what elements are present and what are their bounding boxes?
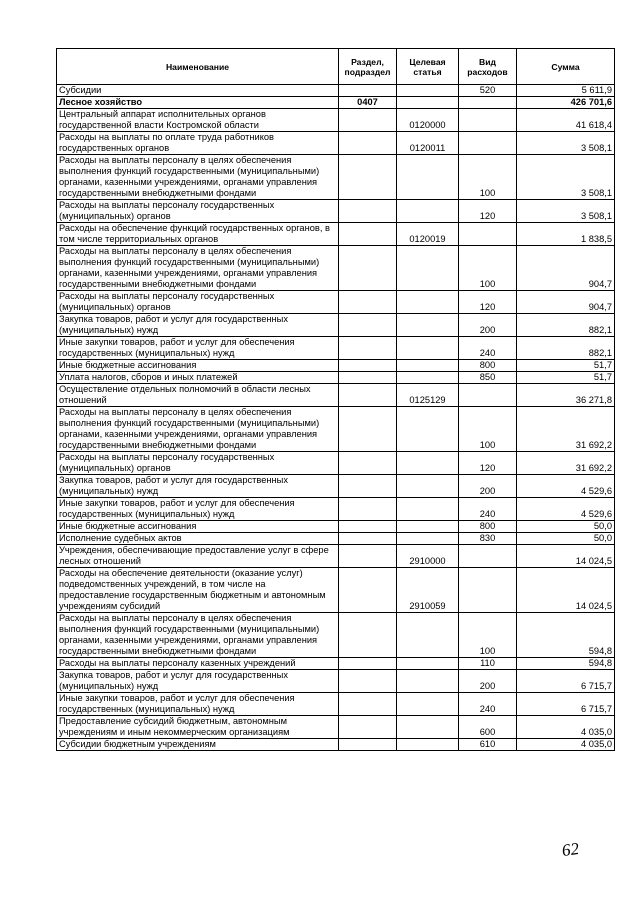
cell-target bbox=[397, 407, 459, 452]
cell-amount: 50,0 bbox=[517, 533, 615, 545]
cell-name: Иные закупки товаров, работ и услуг для обеспечения государственных (муниципальных) нужд bbox=[57, 693, 339, 716]
cell-amount: 41 618,4 bbox=[517, 109, 615, 132]
cell-amount: 594,8 bbox=[517, 613, 615, 658]
cell-kind bbox=[459, 568, 517, 613]
table-row bbox=[57, 693, 615, 716]
cell-target bbox=[397, 475, 459, 498]
cell-name: Лесное хозяйство bbox=[57, 97, 339, 109]
cell-target bbox=[397, 246, 459, 291]
cell-amount: 3 508,1 bbox=[517, 132, 615, 155]
cell-name: Уплата налогов, сборов и иных платежей bbox=[57, 372, 339, 384]
cell-name: Субсидии bbox=[57, 85, 339, 97]
cell-name: Учреждения, обеспечивающие предоставление услуг в сфере лесных отношений bbox=[57, 545, 339, 568]
cell-section bbox=[339, 337, 397, 360]
cell-kind: 100 bbox=[459, 613, 517, 658]
cell-target bbox=[397, 314, 459, 337]
cell-kind: 240 bbox=[459, 498, 517, 521]
cell-section bbox=[339, 132, 397, 155]
table-row bbox=[57, 568, 615, 613]
cell-name: Расходы на выплаты персоналу государственных (муниципальных) органов bbox=[57, 452, 339, 475]
cell-kind: 110 bbox=[459, 658, 517, 670]
cell-target bbox=[397, 693, 459, 716]
header-row bbox=[57, 49, 615, 85]
page-number: 62 bbox=[560, 838, 581, 861]
table-row bbox=[57, 314, 615, 337]
cell-kind: 610 bbox=[459, 739, 517, 751]
cell-section bbox=[339, 498, 397, 521]
cell-section bbox=[339, 716, 397, 739]
cell-target bbox=[397, 372, 459, 384]
cell-section bbox=[339, 200, 397, 223]
cell-name: Предоставление субсидий бюджетным, автономным учреждениям и иным некоммерческим организациям bbox=[57, 716, 339, 739]
cell-target bbox=[397, 97, 459, 109]
cell-section bbox=[339, 314, 397, 337]
cell-amount: 1 838,5 bbox=[517, 223, 615, 246]
cell-name: Расходы на выплаты персоналу в целях обеспечения выполнения функций государственными (муниципальными) органами, казенными учреждениями, органами управления государственными внебюджетными фондами bbox=[57, 246, 339, 291]
cell-kind bbox=[459, 384, 517, 407]
header-amount: Сумма bbox=[517, 49, 615, 85]
cell-name: Закупка товаров, работ и услуг для государственных (муниципальных) нужд bbox=[57, 314, 339, 337]
cell-target: 0125129 bbox=[397, 384, 459, 407]
cell-kind: 850 bbox=[459, 372, 517, 384]
cell-section bbox=[339, 739, 397, 751]
cell-kind: 600 bbox=[459, 716, 517, 739]
cell-kind: 800 bbox=[459, 521, 517, 533]
cell-kind: 100 bbox=[459, 407, 517, 452]
cell-name: Иные закупки товаров, работ и услуг для обеспечения государственных (муниципальных) нужд bbox=[57, 337, 339, 360]
cell-kind: 120 bbox=[459, 452, 517, 475]
cell-amount: 14 024,5 bbox=[517, 545, 615, 568]
cell-amount: 4 529,6 bbox=[517, 498, 615, 521]
cell-target: 0120000 bbox=[397, 109, 459, 132]
cell-section bbox=[339, 533, 397, 545]
cell-name: Расходы на выплаты персоналу в целях обеспечения выполнения функций государственными (муниципальными) органами, казенными учреждениями, органами управления государственными внебюджетными фондами bbox=[57, 613, 339, 658]
cell-section bbox=[339, 521, 397, 533]
cell-kind bbox=[459, 97, 517, 109]
cell-target bbox=[397, 200, 459, 223]
cell-target bbox=[397, 716, 459, 739]
cell-target bbox=[397, 533, 459, 545]
table-row bbox=[57, 97, 615, 109]
table-row bbox=[57, 670, 615, 693]
table-row bbox=[57, 658, 615, 670]
cell-kind: 100 bbox=[459, 155, 517, 200]
cell-name: Иные бюджетные ассигнования bbox=[57, 360, 339, 372]
table-row bbox=[57, 716, 615, 739]
header-name: Наименование bbox=[57, 49, 339, 85]
table-row bbox=[57, 360, 615, 372]
cell-section bbox=[339, 85, 397, 97]
cell-target bbox=[397, 360, 459, 372]
cell-name: Закупка товаров, работ и услуг для государственных (муниципальных) нужд bbox=[57, 670, 339, 693]
budget-table bbox=[56, 48, 615, 751]
cell-amount: 882,1 bbox=[517, 337, 615, 360]
cell-amount: 3 508,1 bbox=[517, 200, 615, 223]
cell-section bbox=[339, 568, 397, 613]
cell-amount: 4 035,0 bbox=[517, 716, 615, 739]
cell-amount: 882,1 bbox=[517, 314, 615, 337]
cell-name: Расходы на обеспечение деятельности (оказание услуг) подведомственных учреждений, в том числе на предоставление государственным бюджетным и автономным учреждениям субсидий bbox=[57, 568, 339, 613]
cell-kind bbox=[459, 109, 517, 132]
table-row bbox=[57, 155, 615, 200]
cell-name: Расходы на выплаты персоналу государственных (муниципальных) органов bbox=[57, 200, 339, 223]
cell-kind: 800 bbox=[459, 360, 517, 372]
cell-target bbox=[397, 155, 459, 200]
cell-target bbox=[397, 498, 459, 521]
cell-amount: 426 701,6 bbox=[517, 97, 615, 109]
cell-target bbox=[397, 670, 459, 693]
cell-name: Расходы на выплаты персоналу государственных (муниципальных) органов bbox=[57, 291, 339, 314]
table-row bbox=[57, 613, 615, 658]
table-row bbox=[57, 246, 615, 291]
cell-amount: 31 692,2 bbox=[517, 407, 615, 452]
table-row bbox=[57, 132, 615, 155]
table-row bbox=[57, 337, 615, 360]
cell-amount: 4 035,0 bbox=[517, 739, 615, 751]
cell-amount: 51,7 bbox=[517, 372, 615, 384]
cell-name: Расходы на выплаты персоналу в целях обеспечения выполнения функций государственными (муниципальными) органами, казенными учреждениями, органами управления государственными внебюджетными фондами bbox=[57, 407, 339, 452]
cell-kind: 120 bbox=[459, 291, 517, 314]
table-row bbox=[57, 533, 615, 545]
cell-amount: 5 611,9 bbox=[517, 85, 615, 97]
cell-kind: 120 bbox=[459, 200, 517, 223]
cell-kind: 200 bbox=[459, 670, 517, 693]
cell-section bbox=[339, 693, 397, 716]
cell-kind bbox=[459, 545, 517, 568]
header-kind: Вид расходов bbox=[459, 49, 517, 85]
cell-name: Закупка товаров, работ и услуг для государственных (муниципальных) нужд bbox=[57, 475, 339, 498]
cell-name: Расходы на выплаты по оплате труда работников государственных органов bbox=[57, 132, 339, 155]
cell-target bbox=[397, 613, 459, 658]
cell-section bbox=[339, 407, 397, 452]
cell-section bbox=[339, 246, 397, 291]
table-row bbox=[57, 372, 615, 384]
cell-kind: 520 bbox=[459, 85, 517, 97]
cell-amount: 36 271,8 bbox=[517, 384, 615, 407]
cell-amount: 31 692,2 bbox=[517, 452, 615, 475]
cell-amount: 4 529,6 bbox=[517, 475, 615, 498]
cell-amount: 594,8 bbox=[517, 658, 615, 670]
cell-kind bbox=[459, 132, 517, 155]
cell-section bbox=[339, 475, 397, 498]
table-row bbox=[57, 85, 615, 97]
cell-amount: 51,7 bbox=[517, 360, 615, 372]
table-row bbox=[57, 475, 615, 498]
cell-section: 0407 bbox=[339, 97, 397, 109]
table-row bbox=[57, 545, 615, 568]
cell-section bbox=[339, 452, 397, 475]
table-row bbox=[57, 200, 615, 223]
cell-target bbox=[397, 452, 459, 475]
cell-name: Субсидии бюджетным учреждениям bbox=[57, 739, 339, 751]
cell-target bbox=[397, 739, 459, 751]
cell-kind: 240 bbox=[459, 337, 517, 360]
cell-target bbox=[397, 337, 459, 360]
table-row bbox=[57, 109, 615, 132]
table-row bbox=[57, 739, 615, 751]
cell-kind: 200 bbox=[459, 475, 517, 498]
cell-name: Расходы на выплаты персоналу казенных учреждений bbox=[57, 658, 339, 670]
table-row bbox=[57, 521, 615, 533]
cell-section bbox=[339, 223, 397, 246]
cell-section bbox=[339, 545, 397, 568]
cell-target: 0120019 bbox=[397, 223, 459, 246]
cell-amount: 6 715,7 bbox=[517, 693, 615, 716]
cell-target: 2910000 bbox=[397, 545, 459, 568]
cell-target bbox=[397, 85, 459, 97]
cell-section bbox=[339, 670, 397, 693]
table-row bbox=[57, 291, 615, 314]
cell-target bbox=[397, 658, 459, 670]
cell-name: Иные бюджетные ассигнования bbox=[57, 521, 339, 533]
cell-kind bbox=[459, 223, 517, 246]
cell-amount: 14 024,5 bbox=[517, 568, 615, 613]
cell-name: Расходы на обеспечение функций государственных органов, в том числе территориальных органов bbox=[57, 223, 339, 246]
cell-target bbox=[397, 291, 459, 314]
cell-name: Исполнение судебных актов bbox=[57, 533, 339, 545]
cell-kind: 240 bbox=[459, 693, 517, 716]
table-body bbox=[57, 85, 615, 751]
header-section: Раздел, подраздел bbox=[339, 49, 397, 85]
cell-name: Центральный аппарат исполнительных органов государственной власти Костромской области bbox=[57, 109, 339, 132]
cell-amount: 50,0 bbox=[517, 521, 615, 533]
cell-section bbox=[339, 155, 397, 200]
cell-target: 2910059 bbox=[397, 568, 459, 613]
cell-target: 0120011 bbox=[397, 132, 459, 155]
cell-section bbox=[339, 613, 397, 658]
cell-name: Расходы на выплаты персоналу в целях обеспечения выполнения функций государственными (муниципальными) органами, казенными учреждениями, органами управления государственными внебюджетными фондами bbox=[57, 155, 339, 200]
table-header bbox=[57, 49, 615, 85]
header-target: Целевая статья bbox=[397, 49, 459, 85]
table-row bbox=[57, 498, 615, 521]
cell-kind: 830 bbox=[459, 533, 517, 545]
table-row bbox=[57, 452, 615, 475]
cell-name: Осуществление отдельных полномочий в области лесных отношений bbox=[57, 384, 339, 407]
cell-section bbox=[339, 658, 397, 670]
cell-kind: 100 bbox=[459, 246, 517, 291]
cell-section bbox=[339, 109, 397, 132]
cell-section bbox=[339, 384, 397, 407]
table-row bbox=[57, 384, 615, 407]
cell-amount: 904,7 bbox=[517, 291, 615, 314]
cell-section bbox=[339, 360, 397, 372]
cell-name: Иные закупки товаров, работ и услуг для обеспечения государственных (муниципальных) нужд bbox=[57, 498, 339, 521]
cell-amount: 3 508,1 bbox=[517, 155, 615, 200]
cell-amount: 904,7 bbox=[517, 246, 615, 291]
cell-target bbox=[397, 521, 459, 533]
cell-kind: 200 bbox=[459, 314, 517, 337]
cell-section bbox=[339, 372, 397, 384]
cell-amount: 6 715,7 bbox=[517, 670, 615, 693]
table-row bbox=[57, 223, 615, 246]
table-row bbox=[57, 407, 615, 452]
cell-section bbox=[339, 291, 397, 314]
